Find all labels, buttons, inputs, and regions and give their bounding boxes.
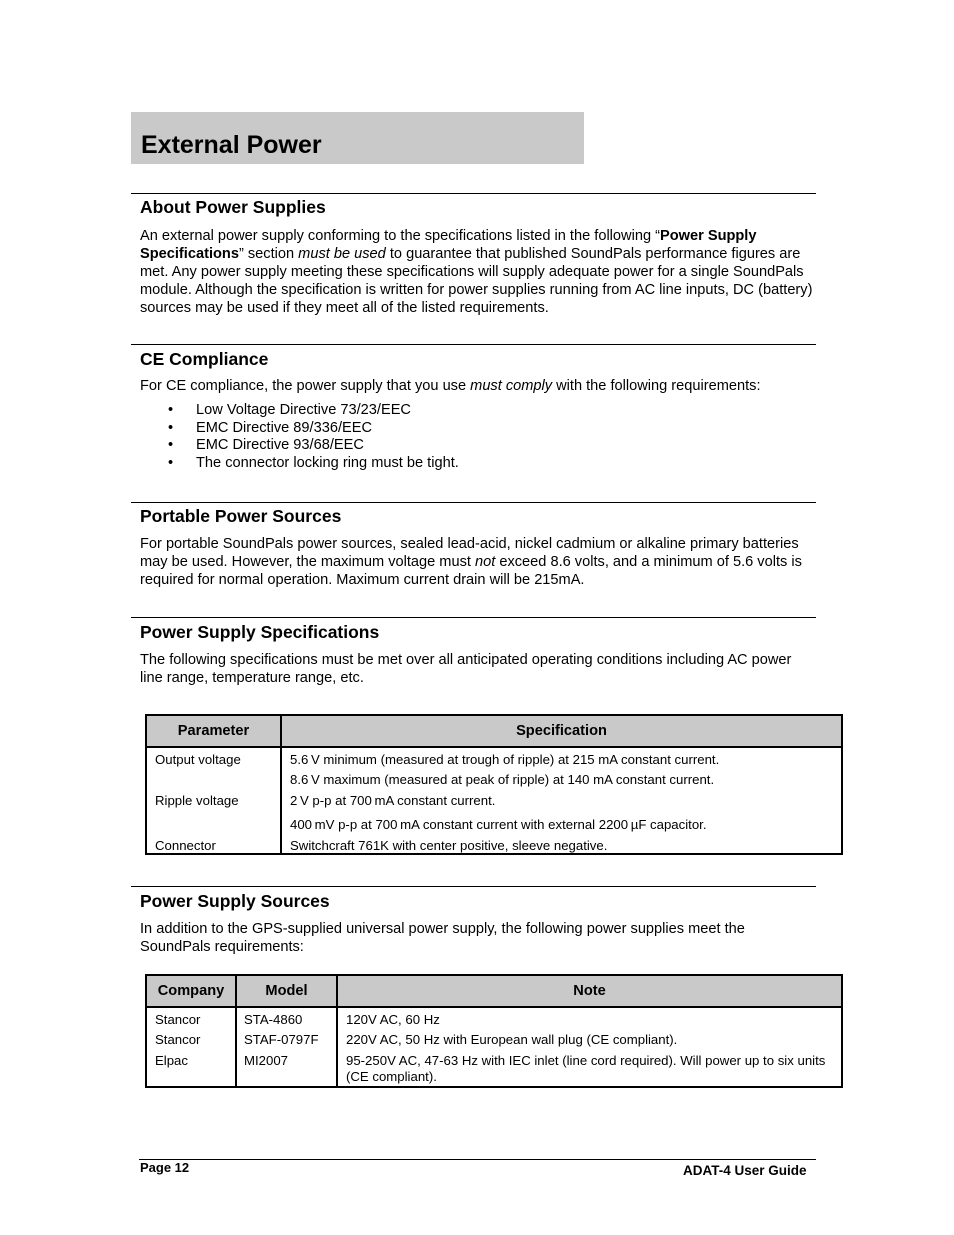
section-divider xyxy=(131,617,816,618)
spec-line: 5.6 V minimum (measured at trough of ripple) at 215 mA constant current. xyxy=(290,752,720,767)
ce-requirements-list xyxy=(168,402,459,473)
spec-line: 8.6 V maximum (measured at peak of ripple) at 140 mA constant current. xyxy=(290,772,715,787)
heading-about-power-supplies: About Power Supplies xyxy=(140,197,326,217)
spec-line: Switchcraft 761K with center positive, sleeve negative. xyxy=(290,838,608,853)
specs-intro: The following specifications must be met over all anticipated operating conditions including AC power line range, temperature range, etc. xyxy=(140,652,792,686)
note-text: 220V AC, 50 Hz with European wall plug (CE compliant). xyxy=(346,1032,678,1047)
section-divider xyxy=(131,886,816,887)
column-header-parameter: Parameter xyxy=(146,715,281,747)
list-item: • Low Voltage Directive 73/23/EEC xyxy=(168,402,459,420)
parameter-cell xyxy=(146,747,281,854)
spec-line: 400 mV p-p at 700 mA constant current with external 2200 µF capacitor. xyxy=(290,817,707,832)
ce-intro: For CE compliance, the power supply that you use must comply with the following requirements: xyxy=(140,378,761,394)
heading-power-supply-sources: Power Supply Sources xyxy=(140,891,330,911)
company-name: Elpac xyxy=(155,1053,188,1068)
spec-line: 2 V p-p at 700 mA constant current. xyxy=(290,793,496,808)
param-ripple-voltage: Ripple voltage xyxy=(155,793,239,808)
company-name: Stancor xyxy=(155,1012,201,1027)
list-item: • EMC Directive 89/336/EEC xyxy=(168,420,459,438)
page-title: External Power xyxy=(141,131,322,159)
section-divider xyxy=(131,502,816,503)
heading-power-supply-specifications: Power Supply Specifications xyxy=(140,622,380,642)
portable-paragraph: For portable SoundPals power sources, sealed lead-acid, nickel cadmium or alkaline primary batteries may be used. However, the maximum voltage must not exceed 8.6 volts, and a minimum of 5.6 volts is required for normal operation. Maximum current drain will be 215mA. xyxy=(140,536,802,588)
company-name: Stancor xyxy=(155,1032,201,1047)
list-item: • The connector locking ring must be tight. xyxy=(168,455,459,473)
note-text: 120V AC, 60 Hz xyxy=(346,1012,440,1027)
model-number: STA-4860 xyxy=(244,1012,303,1027)
heading-portable-power-sources: Portable Power Sources xyxy=(140,506,342,526)
company-cell xyxy=(146,1007,236,1087)
model-number: MI2007 xyxy=(244,1053,288,1068)
param-output-voltage: Output voltage xyxy=(155,752,241,767)
column-header-company: Company xyxy=(146,975,236,1007)
power-supply-sources-table xyxy=(145,974,843,1088)
specification-cell xyxy=(281,747,842,854)
column-header-model: Model xyxy=(236,975,337,1007)
param-connector: Connector xyxy=(155,838,216,853)
footer-guide-title: ADAT-4 User Guide xyxy=(683,1163,807,1178)
section-divider xyxy=(131,344,816,345)
heading-ce-compliance: CE Compliance xyxy=(140,349,269,369)
section-divider xyxy=(131,193,816,194)
footer-page-number: Page 12 xyxy=(140,1160,190,1175)
column-header-specification: Specification xyxy=(281,715,842,747)
note-text: 95-250V AC, 47-63 Hz with IEC inlet (line cord required). Will power up to six units (CE compliant). xyxy=(346,1053,826,1084)
sources-intro: In addition to the GPS-supplied universal power supply, the following power supplies meet the SoundPals requirements: xyxy=(140,921,745,955)
model-number: STAF-0797F xyxy=(244,1032,319,1047)
specifications-table xyxy=(145,714,843,855)
note-cell xyxy=(337,1007,842,1087)
list-item: • EMC Directive 93/68/EEC xyxy=(168,437,459,455)
footer-divider xyxy=(139,1159,816,1160)
model-cell xyxy=(236,1007,337,1087)
page-title-band xyxy=(131,112,584,164)
about-paragraph: An external power supply conforming to the specifications listed in the following “Power Supply Specifications” section must be used to guarantee that published SoundPals performance figures are met. Any power supply meeting these specifications will supply adequate power for a single SoundPals module. Although the specification is written for power supplies running from AC line inputs, DC (battery) sources may be used if they meet all of the listed requirements. xyxy=(140,228,813,316)
column-header-note: Note xyxy=(337,975,842,1007)
